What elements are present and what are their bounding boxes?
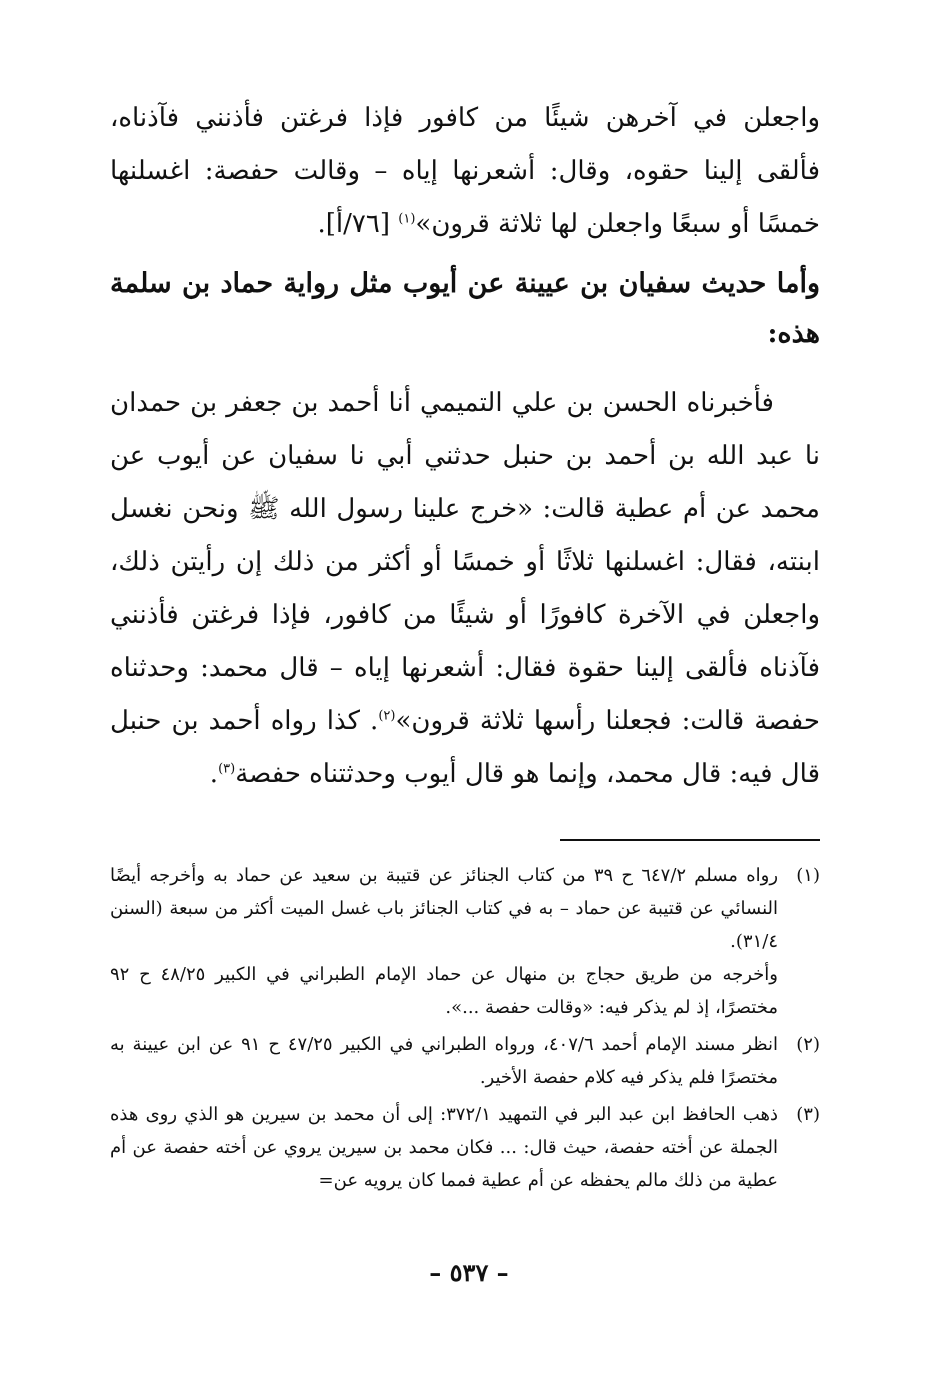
text-line: واجعلن لها ثلاثة قرون» [415,209,664,239]
page-number: – ٥٣٧ – [429,1258,509,1287]
paragraph-hadith [110,377,820,801]
footnote-ref[interactable]: (٣) [218,761,236,777]
footnote-ref[interactable]: (٢) [378,708,396,724]
text-line: حقوه، وقال: أشعرنها إياه – وقالت حفصة: اغسلنها خمسًا أو سبعًا [110,156,820,239]
footnote-number: (١) [796,865,820,886]
footnote-text: ذهب الحافظ ابن عبد البر في التمهيد ٣٧٢/١: إلى أن محمد بن سيرين هو الذي روى هذه الجملة عن أخته حفصة، حيث قال: ... فكان محمد بن سيرين يروي عن أخته حفصة عن أم عطية من ذلك مالم يحفظه عن أم عطية فمما كان يرويه عن= [110,1104,778,1191]
text-end: . [209,759,219,789]
hadith-text: فأخبرناه الحسن بن علي التميمي أنا أحمد بن جعفر بن حمدان نا عبد الله بن أحمد بن حنبل حدثني أبي نا سفيان عن أيوب عن محمد عن أم عطية قالت: «خرج علينا رسول الله ﷺ ونحن نغسل ابنته، فقال: اغسلنها ثلاثًا أو خمسًا أو أكثر من ذلك إن رأيتن ذلك، واجعلن في الآخرة كافورًا أو شيئًا من كافور، فإذا فرغتن فأذنني فآذناه فألقى إلينا حقوة فقال: أشعرنها إياه – قال محمد: وحدثناه حفصة قالت: فجعلنا رأسها ثلاثة قرون» [110,388,820,736]
footnote-text: رواه مسلم ٦٤٧/٢ ح ٣٩ من كتاب الجنائز عن قتيبة بن سعيد عن حماد به وأخرجه أيضًا النسائي عن قتيبة عن حماد – به في كتاب الجنائز باب غسل الميت أكثر من سبعة (السنن ٣١/٤). [110,865,779,952]
section-heading: وأما حديث سفيان بن عيينة عن أيوب مثل رواية حماد بن سلمة هذه: [110,268,820,349]
footnote-2 [110,1028,820,1094]
footnotes [110,859,820,1197]
footnote-3 [110,1098,820,1197]
footnote-divider [560,839,820,841]
main-text [110,92,820,801]
footnote-text: انظر مسند الإمام أحمد ٤٠٧/٦، ورواه الطبراني في الكبير ٤٧/٢٥ ح ٩١ عن ابن عيينة به مختصرًا فلم يذكر فيه كلام حفصة الأخير. [110,1034,779,1088]
text-line: واجعلن في آخرهن شيئًا من كافور فإذا فرغتن فأذنني فآذناه، فألقى إلينا [110,103,821,186]
footnote-text: وأخرجه من طريق حجاج بن منهال عن حماد الإمام الطبراني في الكبير ٤٨/٢٥ ح ٩٢ مختصرًا، إذ لم يذكر فيه: «وقالت حفصة ...». [110,964,778,1018]
hadith-comment: . كذا رواه أحمد بن حنبل قال فيه: قال محمد، وإنما هو قال أيوب وحدثتناه حفصة [110,706,820,789]
footnote-number: (٢) [796,1034,820,1055]
footnote-1 [110,859,820,1024]
folio-ref: [٧٦/أ]. [317,209,399,239]
footnote-ref[interactable]: (١) [398,211,416,227]
footnote-number: (٣) [796,1104,820,1125]
paragraph-continued [110,92,820,251]
